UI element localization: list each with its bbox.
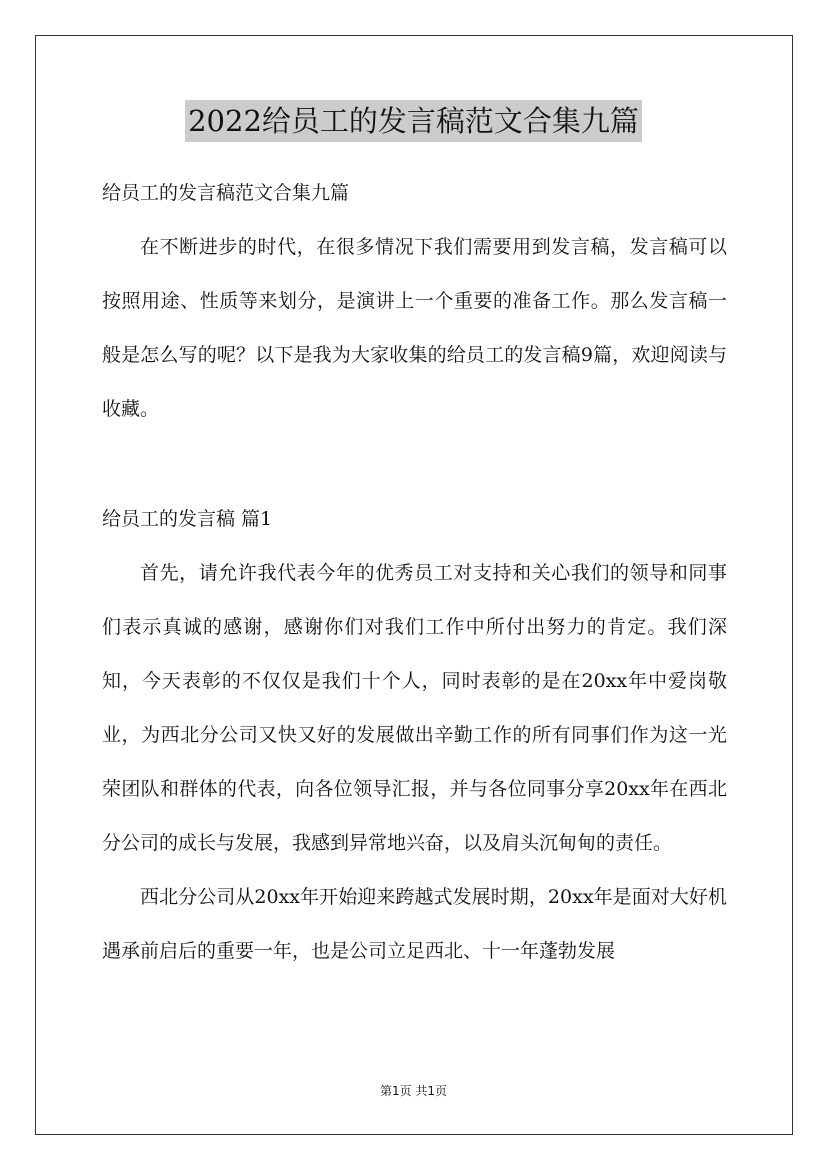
body-paragraph-1: 首先，请允许我代表今年的优秀员工对支持和关心我们的领导和同事们表示真诚的感谢，感谢你们对我们工作中所付出努力的肯定。我们深知，今天表彰的不仅仅是我们十个人，同时表彰的是在20xx年中爱岗敬业，为西北分公司又快又好的发展做出辛勤工作的所有同事们作为这一光荣团队和群体的代表，向各位领导汇报，并与各位同事分享20xx年在西北分公司的成长与发展，我感到异常地兴奋，以及肩头沉甸甸的责任。 (102, 562, 727, 854)
document-body (102, 166, 727, 978)
title-container (0, 100, 827, 142)
document-subtitle: 给员工的发言稿范文合集九篇 (102, 182, 350, 204)
body-paragraph-2: 西北分公司从20xx年开始迎来跨越式发展时期，20xx年是面对大好机遇承前启后的重要一年，也是公司立足西北、十一年蓬勃发展 (102, 886, 727, 962)
page-footer: 第1页 共1页 (379, 1084, 448, 1098)
document-title: 2022给员工的发言稿范文合集九篇 (185, 100, 642, 142)
section-spacer (102, 436, 727, 492)
intro-paragraph: 在不断进步的时代，在很多情况下我们需要用到发言稿，发言稿可以按照用途、性质等来划分，是演讲上一个重要的准备工作。那么发言稿一般是怎么写的呢？以下是我为大家收集的给员工的发言稿9篇，欢迎阅读与收藏。 (102, 236, 727, 420)
section-heading: 给员工的发言稿 篇1 (102, 508, 273, 530)
